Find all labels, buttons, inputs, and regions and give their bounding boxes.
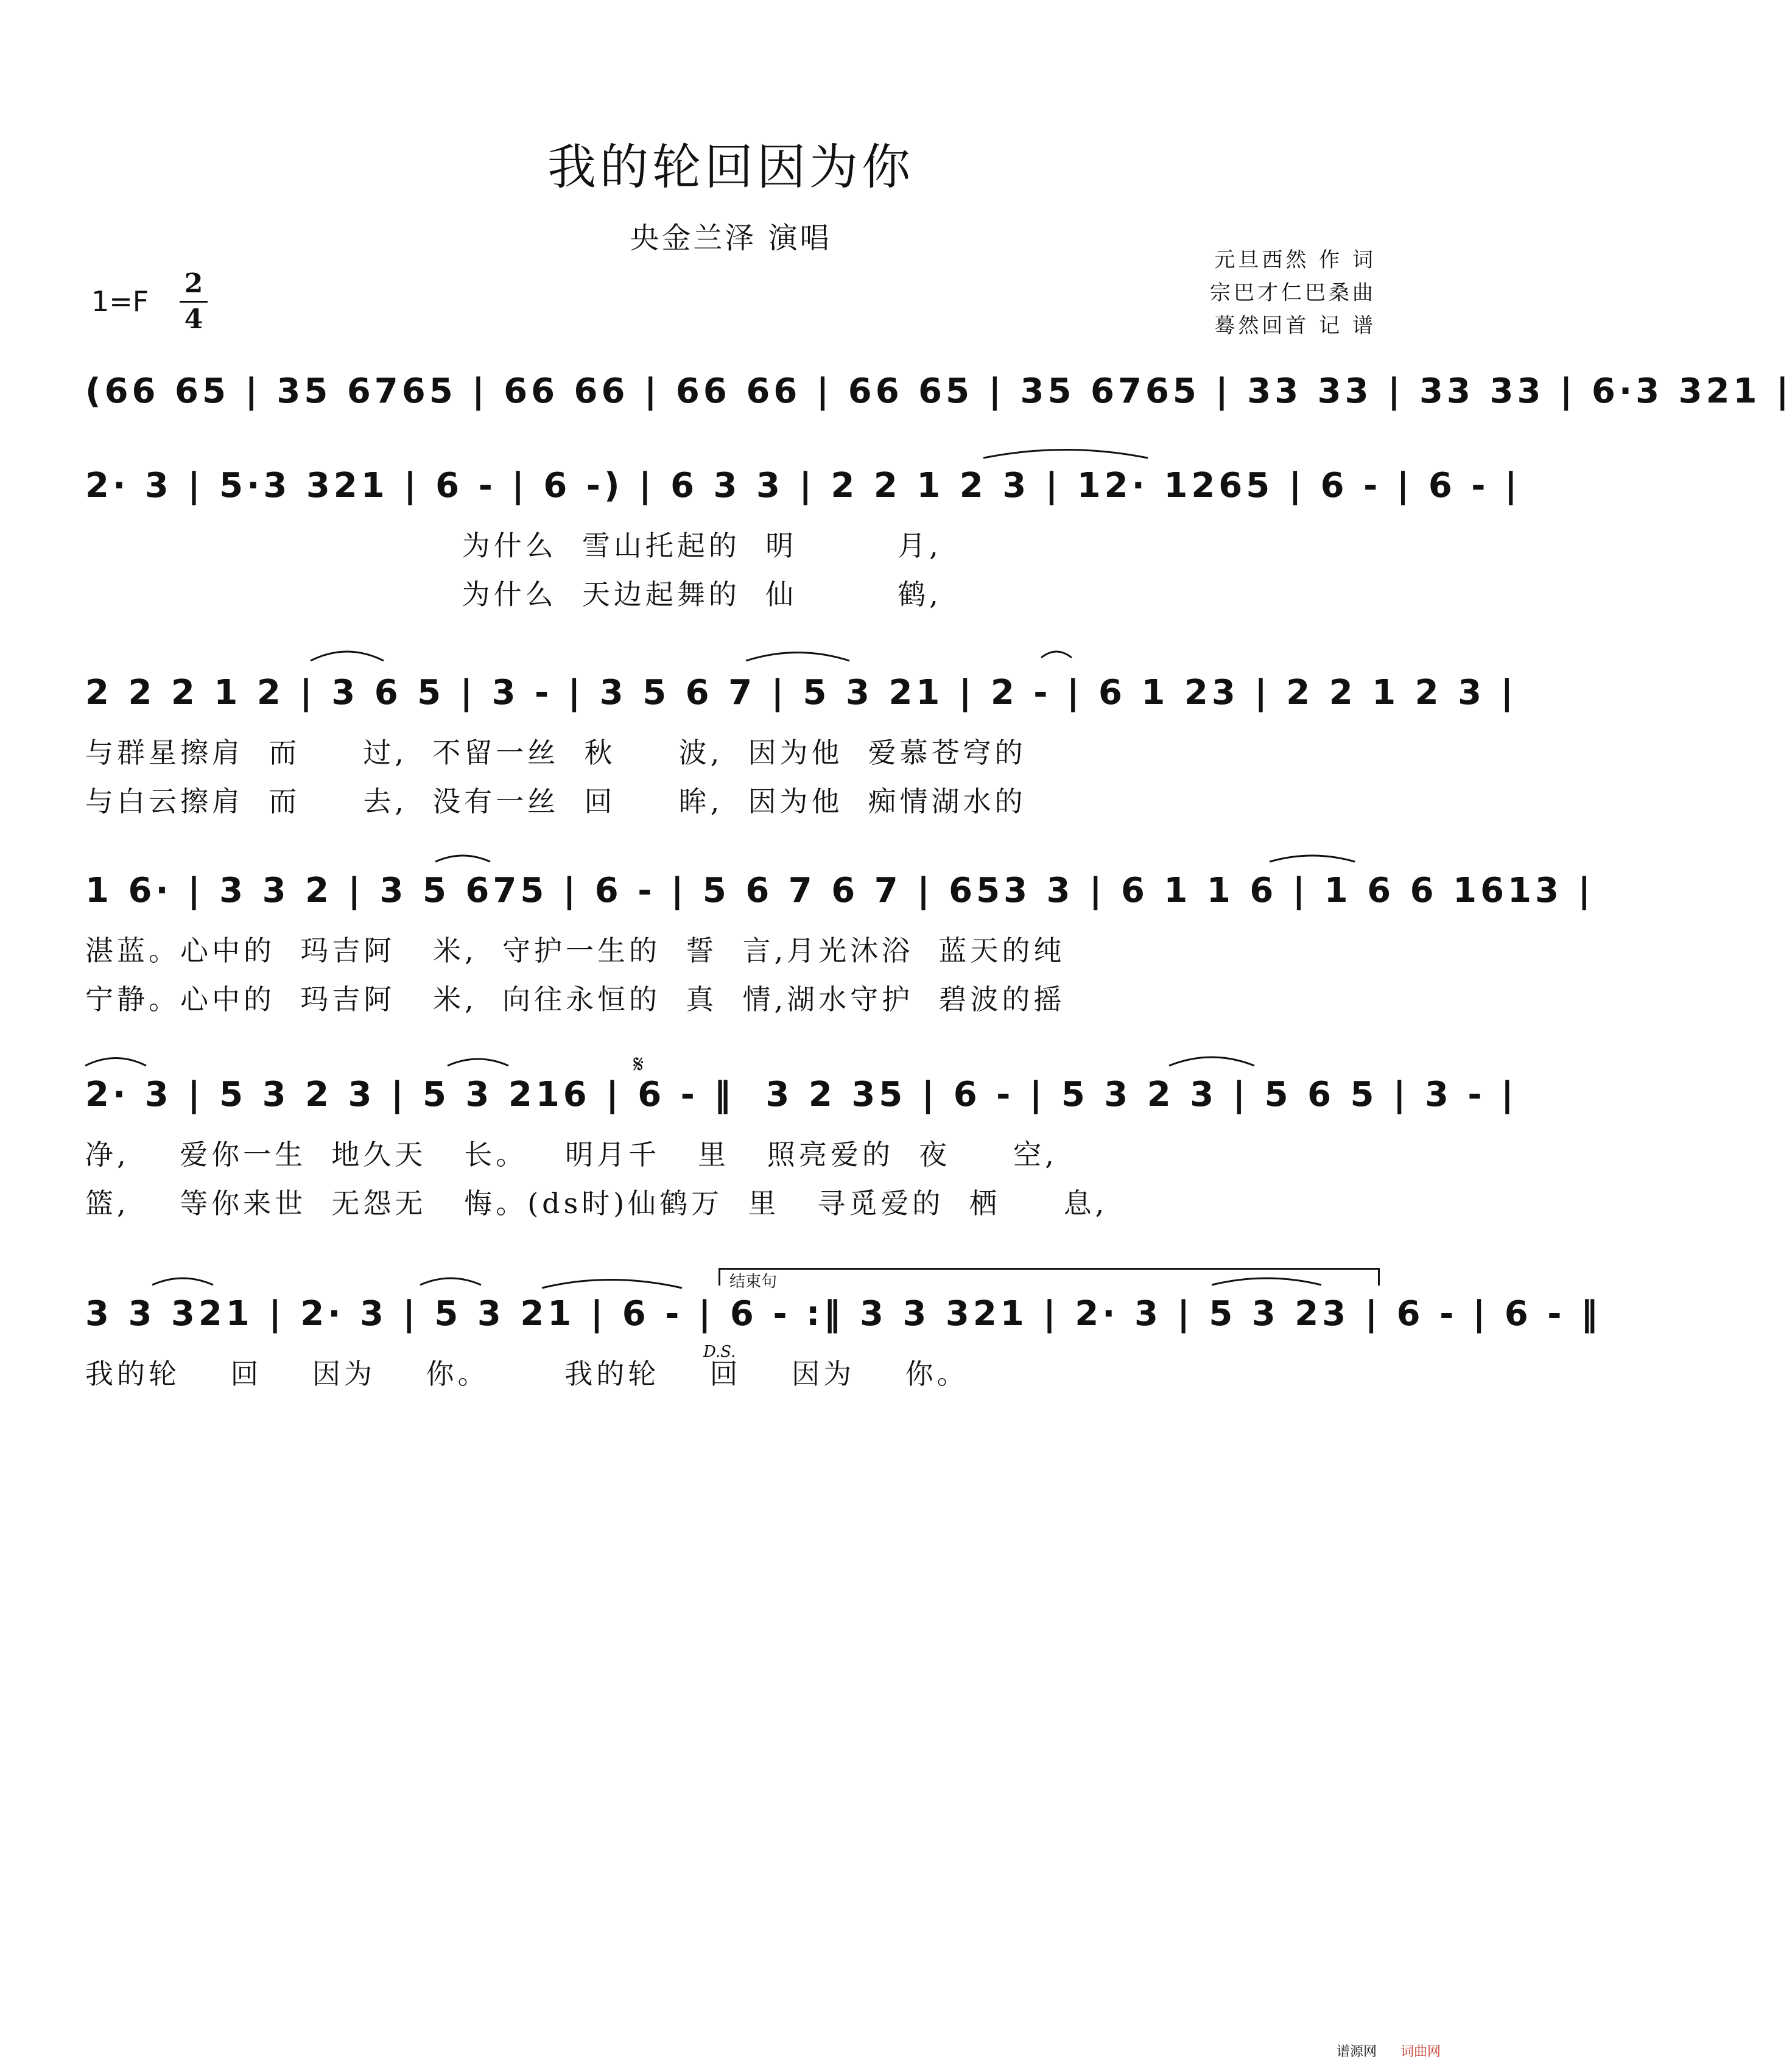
slur-arc <box>746 653 849 661</box>
notation-line-3: 2 2 2 1 2 | 3 6 5 | 3 - | 3 5 6 7 | 5 3 21 | 2 - | 6 1 23 | 2 2 1 2 3 | <box>85 673 1517 712</box>
song-title: 我的轮回因为你 <box>547 139 914 195</box>
slur-arc <box>1169 1057 1254 1066</box>
lyric-verse-2-line-2: 为什么 天边起舞的 仙 鹤, <box>85 578 942 611</box>
footer-left-watermark: 谱源网 <box>1337 2044 1377 2060</box>
notation-line-2: 2· 3 | 5·3 321 | 6 - | 6 -) | 6 3 3 | 2 2 1 2 3 | 12· 1265 | 6 - | 6 - | <box>85 466 1521 505</box>
slur-arc <box>85 1058 146 1066</box>
lyric-verse-2-line-4: 宁静。心中的 玛吉阿 米, 向往永恒的 真 情,湖水守护 碧波的摇 <box>85 983 1066 1016</box>
slur-arc <box>1270 856 1355 862</box>
ending-label: 结束句 <box>729 1273 778 1291</box>
singer-credit: 央金兰泽 演唱 <box>630 221 832 255</box>
ds-marking: D.S. <box>703 1343 736 1361</box>
slur-arc <box>420 1278 481 1285</box>
slur-arc <box>152 1278 213 1285</box>
lyric-verse-1-line-3: 与群星擦肩 而 过, 不留一丝 秋 波, 因为他 爱慕苍穹的 <box>85 736 1027 769</box>
lyric-verse-1-line-5: 净, 爱你一生 地久天 长。 明月千 里 照亮爱的 夜 空, <box>85 1138 1058 1171</box>
notation-line-5: 2· 3 | 5 3 2 3 | 5 3 216 | 6 - ‖ 3 2 35 | 6 - | 5 3 2 3 | 5 6 5 | 3 - | <box>85 1075 1517 1114</box>
time-signature-top: 2 <box>184 268 203 299</box>
lyric-line-6: 我的轮 回 因为 你。 我的轮 回 因为 你。 <box>85 1357 969 1390</box>
slur-arc <box>1212 1278 1321 1285</box>
notation-line-1: (66 65 | 35 6765 | 66 66 | 66 66 | 66 65 | 35 6765 | 33 33 | 33 33 | 6·3 321 | <box>85 371 1792 411</box>
slur-arc <box>311 652 384 661</box>
time-signature-bottom: 4 <box>184 304 203 335</box>
slur-arc <box>983 450 1148 459</box>
slur-arc <box>542 1280 682 1289</box>
lyric-verse-1-line-2: 为什么 雪山托起的 明 月, <box>85 529 942 562</box>
key-signature: 1=F <box>91 285 149 318</box>
footer-right-watermark: 词曲网 <box>1400 2044 1441 2060</box>
slur-arc <box>435 856 490 862</box>
notation-line-6: 3 3 321 | 2· 3 | 5 3 21 | 6 - | 6 - :‖ 3 3 321 | 2· 3 | 5 3 23 | 6 - | 6 - ‖ <box>85 1294 1601 1334</box>
notation-line-4: 1 6· | 3 3 2 | 3 5 675 | 6 - | 5 6 7 6 7 | 653 3 | 6 1 1 6 | 1 6 6 1613 | <box>85 871 1594 910</box>
slur-arc <box>1041 652 1072 658</box>
lyric-verse-2-line-5: 篮, 等你来世 无怨无 悔。(ds时)仙鹤万 里 寻觅爱的 栖 息, <box>85 1187 1108 1220</box>
composer-credit: 宗巴才仁巴桑曲 <box>1210 281 1376 305</box>
slur-arc <box>448 1059 508 1066</box>
lyric-verse-2-line-3: 与白云擦肩 而 去, 没有一丝 回 眸, 因为他 痴情湖水的 <box>85 785 1027 818</box>
lyric-verse-1-line-4: 湛蓝。心中的 玛吉阿 米, 守护一生的 誓 言,月光沐浴 蓝天的纯 <box>85 934 1066 967</box>
segno-icon: 𝄋 <box>633 1050 644 1078</box>
lyricist-credit: 元旦西然 作 词 <box>1214 248 1376 272</box>
transcriber-credit: 蓦然回首 记 谱 <box>1214 314 1376 338</box>
